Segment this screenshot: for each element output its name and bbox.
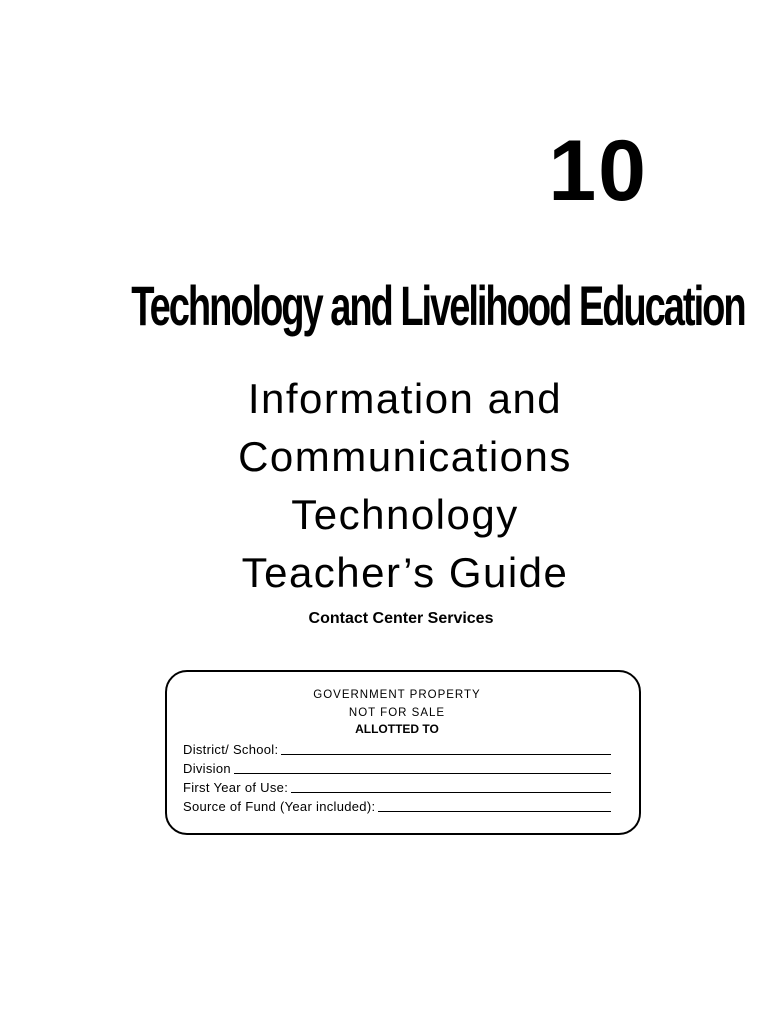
blank-line (281, 753, 611, 755)
grade-level: 10 (548, 123, 648, 219)
field-label: Division (183, 761, 231, 776)
subject-title: Technology and Livelihood Education (131, 274, 745, 337)
first-year-of-use-field (183, 778, 611, 797)
source-of-fund-field (183, 797, 611, 816)
course-title-line: Teacher’s Guide (241, 549, 569, 596)
specialization-title: Contact Center Services (308, 610, 494, 627)
field-label: District/ School: (183, 742, 279, 757)
blank-line (291, 791, 611, 793)
blank-line (234, 772, 611, 774)
course-title-line: Communications (238, 433, 572, 480)
field-label: Source of Fund (Year included): (183, 799, 376, 814)
government-property-box (165, 670, 641, 835)
field-label: First Year of Use: (183, 780, 289, 795)
course-title (0, 370, 768, 602)
allotted-to-label: ALLOTTED TO (355, 722, 439, 736)
not-for-sale-label: NOT FOR SALE (348, 707, 446, 719)
course-title-line: Technology (291, 491, 519, 538)
government-property-label: GOVERNMENT PROPERTY (313, 689, 481, 701)
blank-line (378, 810, 611, 812)
course-title-line: Information and (247, 375, 563, 422)
division-field (183, 759, 611, 778)
district-school-field (183, 740, 611, 759)
